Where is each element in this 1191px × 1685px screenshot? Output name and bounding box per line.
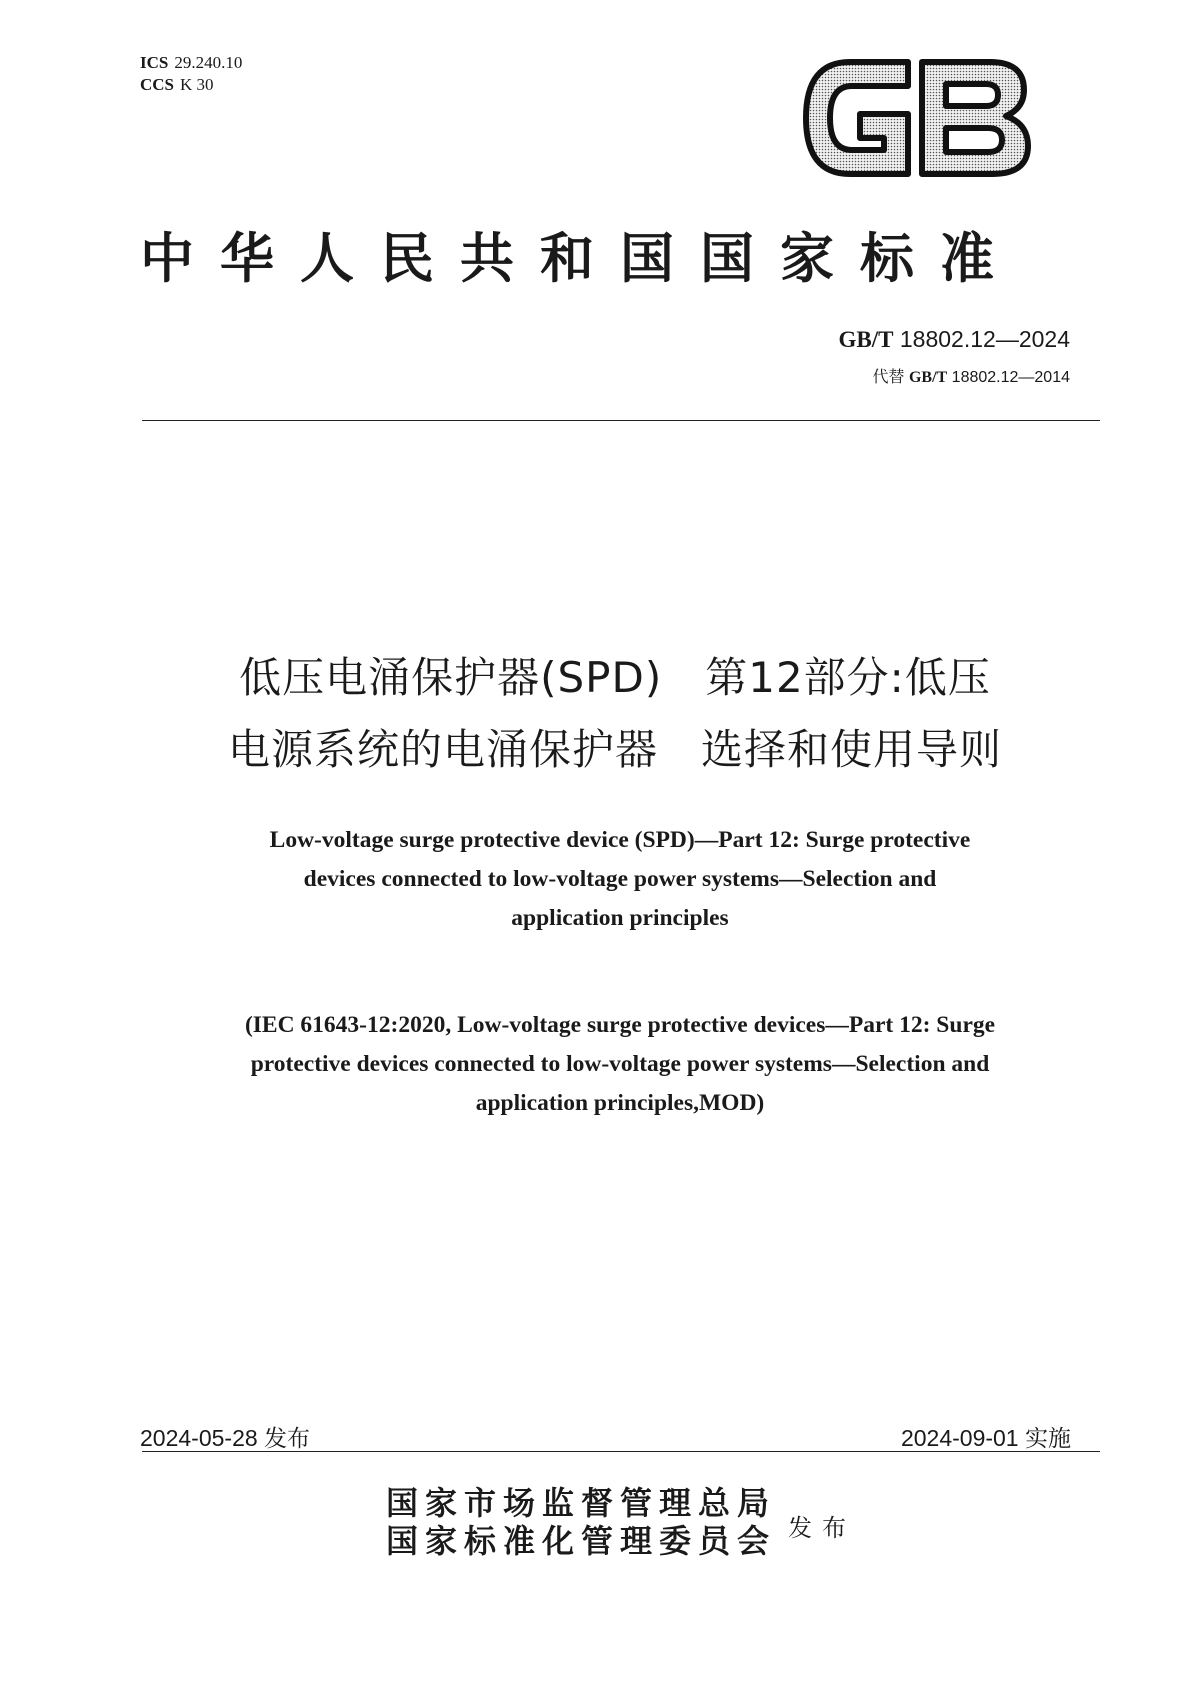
- standard-number: GB/T 18802.12—2024: [838, 326, 1070, 352]
- title-english-line-2: devices connected to low-voltage power systems—Selection and: [303, 866, 937, 892]
- authority-samr: 国家市场监督管理总局: [386, 1484, 777, 1522]
- title-english-line-1: Low-voltage surge protective device (SPD)—Part 12: Surge protective: [269, 827, 971, 853]
- iec-reference-line-3: application principles,MOD): [475, 1090, 765, 1116]
- issuing-authorities: [386, 1484, 776, 1560]
- iec-reference: [150, 1006, 1090, 1123]
- divider-top: [142, 420, 1100, 421]
- classification-codes: [140, 52, 242, 96]
- replaces-standard: 代替 GB/T 18802.12—2014: [872, 369, 1070, 386]
- divider-bottom: [142, 1451, 1100, 1452]
- gb-logo: [800, 58, 1032, 178]
- authority-sac: 国家标准化管理委员会: [386, 1522, 777, 1560]
- implementation-date: 2024-09-01 实施: [900, 1425, 1071, 1451]
- title-chinese-line-1: 低压电涌保护器(SPD) 第12部分:低压: [239, 653, 991, 702]
- title-chinese: [120, 642, 1110, 786]
- title-chinese-line-2: 电源系统的电涌保护器 选择和使用导则: [227, 725, 1002, 774]
- ics-code: ICS 29.240.10: [140, 53, 243, 72]
- title-english-line-3: application principles: [511, 905, 729, 931]
- issue-label: 发布: [788, 1514, 856, 1542]
- iec-reference-line-1: (IEC 61643-12:2020, Low-voltage surge protective devices—Part 12: Surge: [244, 1012, 996, 1038]
- iec-reference-line-2: protective devices connected to low-voltage power systems—Selection and: [250, 1051, 990, 1077]
- national-standard-heading: 中华人民共和国国家标准: [140, 226, 1020, 290]
- title-english: [150, 821, 1090, 938]
- publication-date: 2024-05-28 发布: [140, 1425, 311, 1451]
- ccs-code: CCS K 30: [140, 75, 214, 94]
